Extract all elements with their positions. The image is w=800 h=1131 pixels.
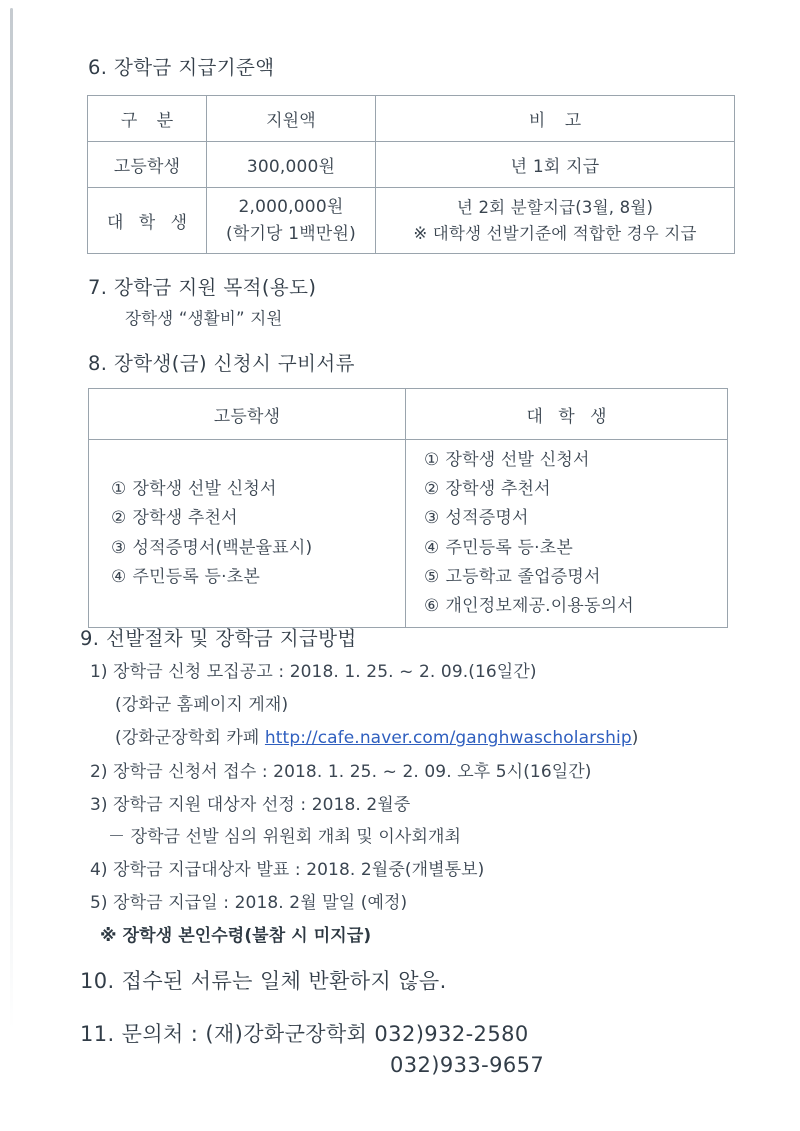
- section-9-item-1: 1) 장학금 신청 모집공고 : 2018. 1. 25. ~ 2. 09.(16일간): [90, 662, 537, 682]
- list-item: ① 장학생 선발 신청서: [424, 450, 590, 470]
- circled-number-icon: ④: [111, 566, 127, 587]
- section-9-heading: 9. 선발절차 및 장학금 지급방법: [80, 627, 357, 650]
- circled-number-icon: ⑤: [424, 566, 440, 587]
- cafe-label: (강화군장학회 카페: [115, 728, 265, 748]
- cafe-url-link[interactable]: http://cafe.naver.com/ganghwascholarship: [264, 728, 632, 748]
- list-item: ④ 주민등록 등·초본: [111, 566, 261, 587]
- circled-number-icon: ②: [424, 479, 440, 500]
- cell-amount-university: 2,000,000원 (학기당 1백만원): [207, 188, 376, 254]
- section-11-heading: 11. 문의처 : (재)강화군장학회 032)932-2580: [80, 1022, 529, 1046]
- table-row: [88, 188, 735, 254]
- table-row-header: [88, 96, 735, 142]
- section-6-heading: 6. 장학금 지급기준액: [88, 56, 275, 79]
- required-documents-table: [88, 388, 728, 628]
- closing-paren: ): [631, 728, 639, 748]
- section-11-phone-2: 032)933-9657: [390, 1053, 545, 1077]
- list-item: ② 장학생 추천서: [424, 479, 551, 500]
- highschool-doc-list: [111, 475, 405, 592]
- list-item: ③ 성적증명서: [424, 508, 529, 529]
- table-row: [88, 142, 735, 188]
- table-row: [89, 440, 728, 628]
- list-item: ③ 성적증명서(백분율표시): [111, 537, 313, 558]
- section-7-heading: 7. 장학금 지원 목적(용도): [88, 276, 317, 299]
- list-item: ④ 주민등록 등·초본: [424, 537, 574, 558]
- header-division-label: 구 분: [120, 111, 181, 131]
- circled-number-icon: ①: [424, 450, 440, 470]
- header-highschool: 고등학생: [89, 389, 406, 440]
- section-9-item-3: 3) 장학금 지원 대상자 선정 : 2018. 2월중: [90, 795, 411, 815]
- cell-note-highschool: 년 1회 지급: [376, 142, 735, 188]
- header-university: 대 학 생: [406, 389, 728, 440]
- section-8-heading: 8. 장학생(금) 신청시 구비서류: [88, 352, 355, 375]
- section-9-item-3-sub: － 장학금 선발 심의 위원회 개최 및 이사회개최: [108, 827, 462, 847]
- list-item: ① 장학생 선발 신청서: [111, 479, 277, 500]
- table-row-header: [89, 389, 728, 440]
- cell-division-highschool: 고등학생: [88, 142, 207, 188]
- section-7-body: 장학생 “생활비” 지원: [125, 309, 283, 328]
- section-9-item-2: 2) 장학금 신청서 접수 : 2018. 1. 25. ~ 2. 09. 오후 5시(16일간): [90, 762, 592, 782]
- circled-number-icon: ③: [424, 508, 440, 529]
- header-division: [88, 96, 207, 142]
- circled-number-icon: ②: [111, 508, 127, 529]
- list-item: ② 장학생 추천서: [111, 508, 238, 529]
- header-note-label: 비 고: [528, 111, 589, 131]
- header-note: [376, 96, 735, 142]
- scan-artifact-streak: [10, 8, 13, 1030]
- section-9-note: ※ 장학생 본인수령(불참 시 미지급): [100, 926, 372, 946]
- section-9-item-4: 4) 장학금 지급대상자 발표 : 2018. 2월중(개별통보): [90, 860, 485, 880]
- list-item: ⑥ 개인정보제공.이용동의서: [424, 596, 634, 617]
- circled-number-icon: ⑥: [424, 596, 440, 617]
- section-9-item-1-sub-2: [115, 723, 638, 748]
- circled-number-icon: ①: [111, 479, 127, 500]
- circled-number-icon: ④: [424, 537, 440, 558]
- university-doc-list: [424, 446, 727, 621]
- list-item: ⑤ 고등학교 졸업증명서: [424, 566, 601, 587]
- header-amount: [207, 96, 376, 142]
- cell-amount-highschool: 300,000원: [207, 142, 376, 188]
- cell-highschool-docs: [89, 440, 406, 628]
- cell-university-docs: [406, 440, 728, 628]
- header-amount-label: 지원액: [266, 111, 316, 131]
- cell-note-university: 년 2회 분할지급(3월, 8월) ※ 대학생 선발기준에 적합한 경우 지급: [376, 188, 735, 254]
- cell-division-university: 대 학 생: [88, 188, 207, 254]
- circled-number-icon: ③: [111, 537, 127, 558]
- payment-standard-table: [87, 95, 735, 254]
- section-9-item-5: 5) 장학금 지급일 : 2018. 2월 말일 (예정): [90, 893, 408, 913]
- section-9-item-1-sub-1: (강화군 홈페이지 게재): [115, 695, 289, 715]
- section-10-heading: 10. 접수된 서류는 일체 반환하지 않음.: [80, 969, 447, 993]
